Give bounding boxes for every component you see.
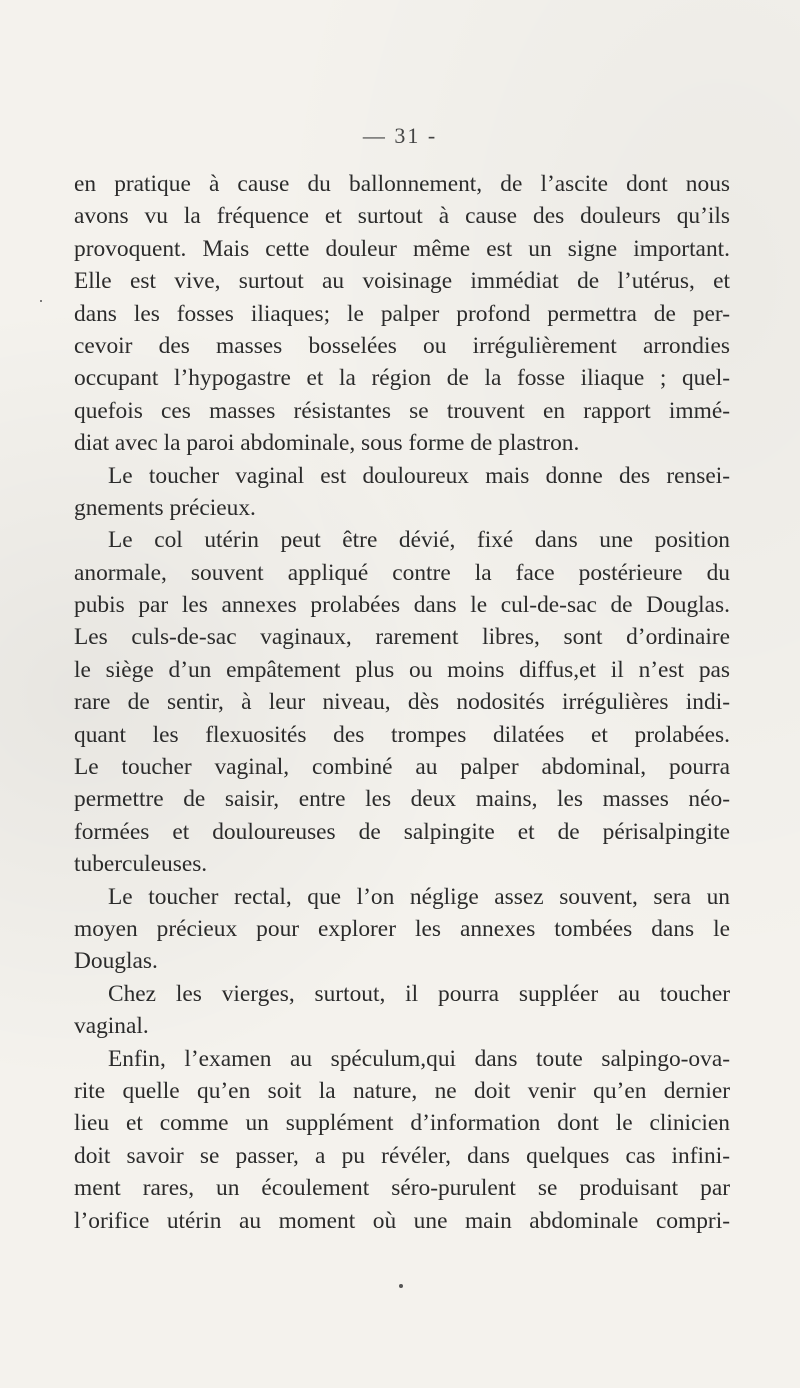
page-number: — 31 - [362, 123, 438, 148]
text-line: l’orifice utérin au moment où une main abdominale compri- [74, 1207, 730, 1234]
text-line: vaginal. [74, 1013, 149, 1040]
text-line: avons vu la fréquence et surtout à cause des douleurs qu’ils [74, 203, 730, 230]
text-line: Douglas. [74, 948, 158, 975]
text-line: rite quelle qu’en soit la nature, ne doit venir qu’en dernier [74, 1077, 730, 1104]
text-line: quant les flexuosités des trompes dilatées et prolabées. [74, 721, 730, 748]
text-line: gnements précieux. [74, 494, 256, 521]
text-line: moyen précieux pour explorer les annexes tombées dans le [74, 915, 730, 942]
text-line: Enfin, l’examen au spéculum,qui dans toute salpingo-ova- [108, 1045, 730, 1072]
text-line: Le toucher vaginal, combiné au palper abdominal, pourra [74, 754, 730, 781]
text-line: rare de sentir, à leur niveau, dès nodosités irrégulières indi- [74, 689, 730, 716]
text-line: Les culs-de-sac vaginaux, rarement libres, sont d’ordinaire [74, 624, 730, 651]
text-line: dans les fosses iliaques; le palper profond permettra de per- [74, 300, 730, 327]
text-line: Chez les vierges, surtout, il pourra suppléer au toucher [108, 980, 730, 1007]
text-line: provoquent. Mais cette douleur même est un signe important. [74, 235, 730, 262]
text-line: tuberculeuses. [74, 851, 208, 878]
text-line: anormale, souvent appliqué contre la face postérieure du [74, 559, 730, 586]
ink-speck [40, 300, 42, 302]
text-line: Le toucher rectal, que l’on néglige assez souvent, sera un [108, 883, 730, 910]
text-line: en pratique à cause du ballonnement, de l’ascite dont nous [74, 171, 730, 197]
ink-speck [399, 1284, 403, 1288]
body-text [74, 168, 730, 1237]
text-line: ment rares, un écoulement séro-purulent se produisant par [74, 1175, 730, 1202]
text-line: diat avec la paroi abdominale, sous forme de plastron. [74, 430, 580, 457]
text-line: Le col utérin peut être dévié, fixé dans une position [108, 527, 730, 554]
text-line: permettre de saisir, entre les deux mains, les masses néo- [74, 786, 730, 813]
text-line: formées et douloureuses de salpingite et de périsalpingite [74, 818, 730, 845]
text-line: cevoir des masses bosselées ou irrégulièrement arrondies [74, 332, 730, 359]
text-line: le siège d’un empâtement plus ou moins diffus,et il n’est pas [74, 656, 730, 683]
text-line: Le toucher vaginal est douloureux mais donne des rensei- [108, 462, 730, 489]
text-line: pubis par les annexes prolabées dans le cul-de-sac de Douglas. [74, 592, 730, 619]
text-line: Elle est vive, surtout au voisinage immédiat de l’utérus, et [74, 268, 730, 295]
text-line: occupant l’hypogastre et la région de la fosse iliaque ; quel- [74, 365, 730, 392]
text-line: quefois ces masses résistantes se trouvent en rapport immé- [74, 397, 730, 424]
text-line: doit savoir se passer, a pu révéler, dans quelques cas infini- [74, 1142, 730, 1169]
text-line: lieu et comme un supplément d’information dont le clinicien [74, 1110, 730, 1137]
